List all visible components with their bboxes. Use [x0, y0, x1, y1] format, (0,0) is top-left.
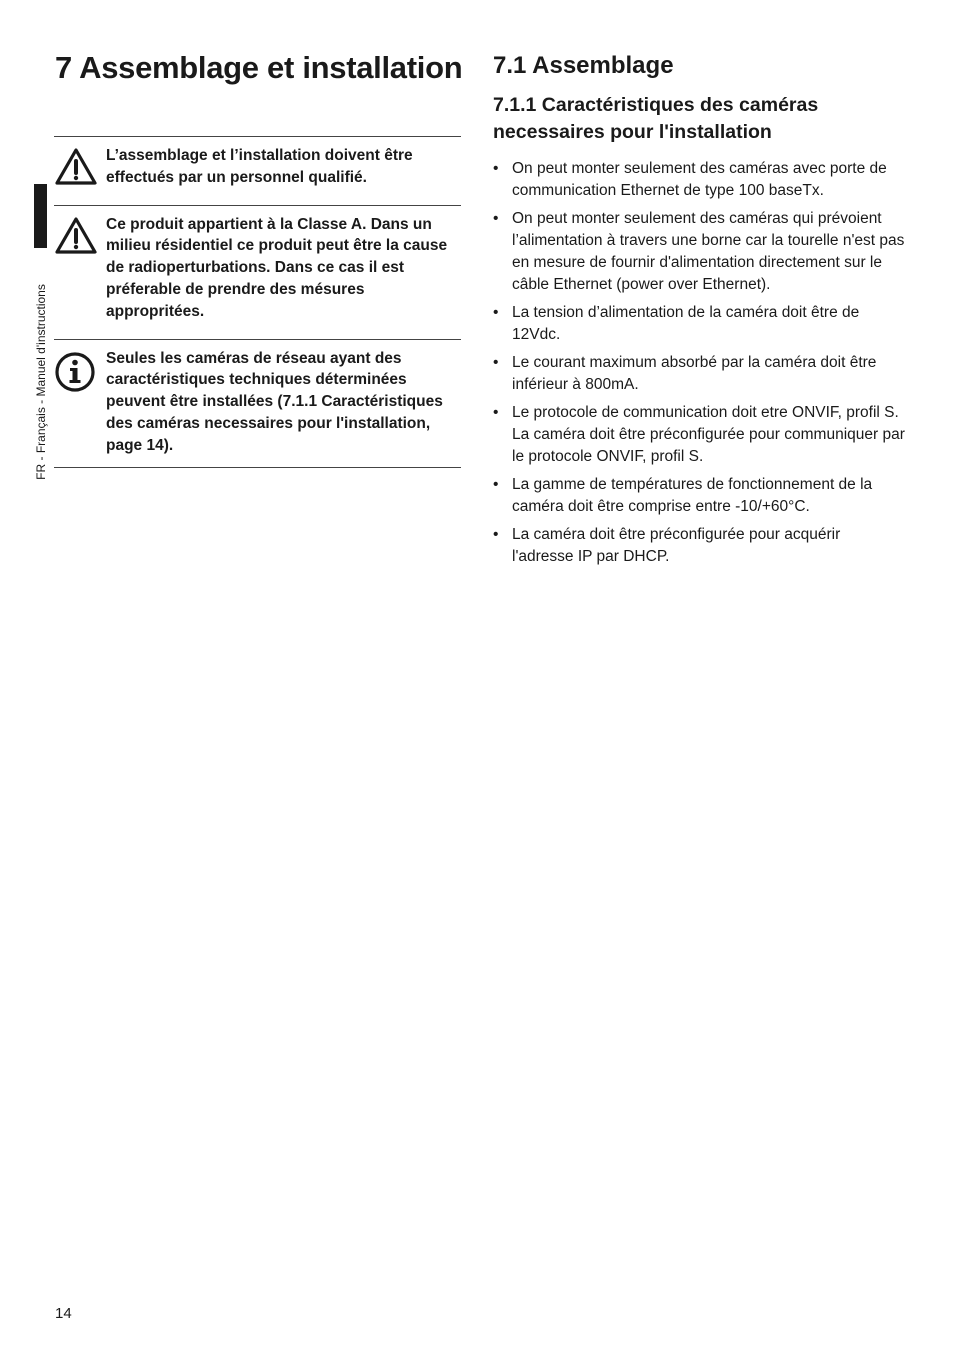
section-content: [493, 50, 905, 574]
list-item: • La caméra doit être préconfigurée pour acquérir l'adresse IP par DHCP.: [493, 526, 841, 565]
list-item: • On peut monter seulement des caméras qui prévoient l’alimentation à travers une borne car la tourelle n'est pas en mesure de fournir d'alimentation directement sur le câble Ethernet (power over Ethernet).: [493, 210, 905, 293]
subsection-title: 7.1.1 Caractéristiques des caméras necessaires pour l'installation: [493, 94, 819, 143]
bullet-icon: •: [493, 526, 499, 543]
side-tab-marker: [34, 184, 47, 248]
notes-list: [54, 136, 461, 468]
bullet-icon: •: [493, 354, 499, 371]
note-network-cameras: [54, 339, 461, 467]
note-text: Ce produit appartient à la Classe A. Dans un milieu résidentiel ce produit peut être la cause de radioperturbations. Dans ce cas il est préferable de prendre des mésures appropritées.: [106, 215, 448, 320]
bullet-icon: •: [493, 304, 499, 321]
bullet-icon: •: [493, 210, 499, 227]
list-item: • Le protocole de communication doit etre ONVIF, profil S. La caméra doit être préconfigurée pour communiquer par le protocole ONVIF, profil S.: [493, 404, 905, 465]
note-class-a: [54, 205, 461, 333]
list-item: • La tension d’alimentation de la caméra doit être de 12Vdc.: [493, 304, 860, 343]
bullet-icon: •: [493, 404, 499, 421]
note-text: Seules les caméras de réseau ayant des caractéristiques techniques déterminées peuvent être installées (7.1.1 Caractéristiques des caméras necessaires pour l'installation, page 14).: [106, 349, 443, 454]
warning-icon: [54, 216, 98, 256]
list-item: • La gamme de températures de fonctionnement de la caméra doit être comprise entre -10/+60°C.: [493, 476, 873, 515]
page-number: 14: [55, 1305, 72, 1322]
bullet-icon: •: [493, 476, 499, 493]
section-title: 7.1 Assemblage: [493, 52, 674, 79]
list-item: • Le courant maximum absorbé par la caméra doit être inférieur à 800mA.: [493, 354, 877, 393]
bullet-icon: •: [493, 160, 499, 177]
side-tab-label: FR - Français - Manuel d'instructions: [34, 284, 48, 480]
chapter-title: 7 Assemblage et installation: [55, 50, 463, 85]
note-qualified-personnel: [54, 136, 461, 199]
requirements-list: [493, 158, 905, 568]
info-icon: [54, 350, 98, 390]
divider: [54, 467, 461, 468]
warning-icon: [54, 147, 98, 187]
note-text: L’assemblage et l’installation doivent être effectués par un personnel qualifié.: [106, 147, 413, 186]
list-item: • On peut monter seulement des caméras avec porte de communication Ethernet de type 100 baseTx.: [493, 160, 887, 199]
